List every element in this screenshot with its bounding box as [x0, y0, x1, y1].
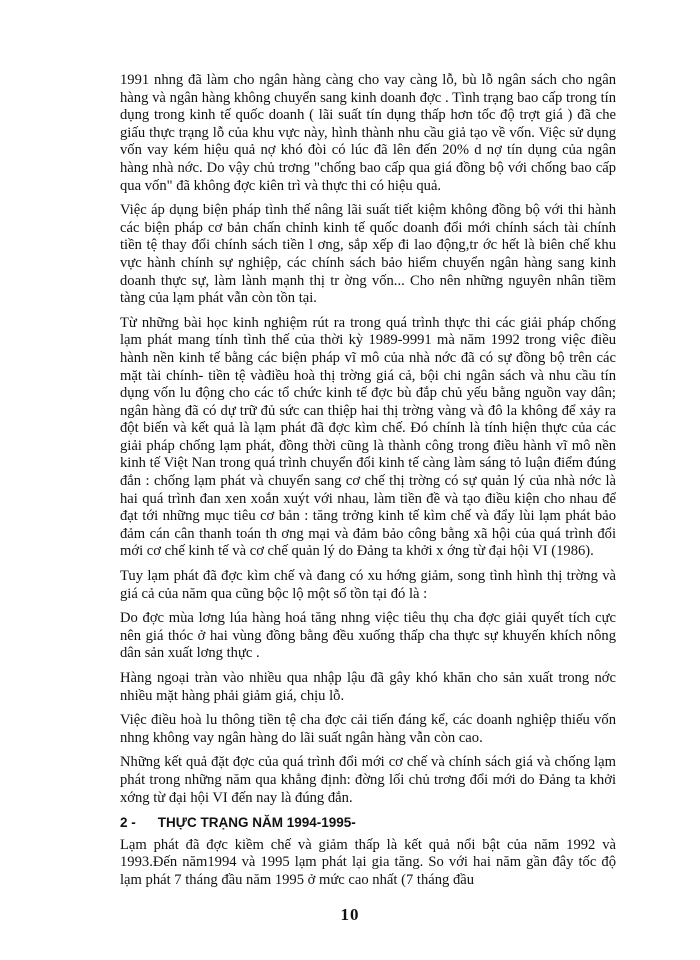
section-number: 2 -: [120, 815, 136, 831]
paragraph-final: Lạm phát đã đợc kiềm chế và giảm thấp là kết quả nổi bật của năm 1992 và 1993.Đến năm1994 và 1995 lạm phát lại gia tăng. So với hai năm gần đây tốc độ lạm phát 7 tháng đầu năm 1995 ở mức cao nhất (7 tháng đầu: [120, 836, 616, 888]
page-number: 10: [340, 905, 360, 924]
paragraph-4: Tuy lạm phát đã đợc kìm chế và đang có xu hớng giảm, song tình hình thị trờng và giá cả của năm qua cũng bộc lộ một số tồn tại đó là :: [120, 568, 616, 602]
section-title: THỰC TRẠNG NĂM 1994-1995-: [157, 815, 356, 831]
paragraph-7: Việc điều hoà lu thông tiền tệ cha đợc cải tiến đáng kể, các doanh nghiệp thiếu vốn nhng không vay ngân hàng do lãi suất ngân hàng vẫn còn cao.: [120, 712, 616, 746]
section-heading: [120, 814, 616, 832]
paragraph-6: Hàng ngoại tràn vào nhiều qua nhập lậu đã gây khó khăn cho sản xuất trong nớc nhiều mặt hàng phải giảm giá, chịu lỗ.: [120, 670, 616, 704]
paragraph-2: Việc áp dụng biện pháp tình thế nâng lãi suất tiết kiệm không đồng bộ với thi hành các biện pháp cơ bản chấn chỉnh kinh tế quốc doanh đổi mới chính sách tài chính tiền tệ thay đổi chính sách tiền l ơng, sắp xếp đi lao động,tr ớc hết là biên chế khu vực hành chính sự nghiệp, các chính sách bảo hiểm chuyển ngân hàng sang kinh doanh thực sự, làm lành mạnh thị tr ờng vốn... Cho nên những nguyên nhân tiềm tàng của lạm phát vẫn còn tồn tại.: [120, 202, 616, 307]
paragraph-8: Những kết quả đặt đợc của quá trình đổi mới cơ chế và chính sách giá và chống lạm phát trong những năm qua khẳng định: đờng lối chủ trơng đổi mới do Đảng ta khởi xớng từ đại hội VI đến nay là đúng đắn.: [120, 754, 616, 806]
paragraph-1: 1991 nhng đã làm cho ngân hàng càng cho vay càng lỗ, bù lỗ ngân sách cho ngân hàng và ngân hàng không chuyển sang kinh doanh đợc . Tình trạng bao cấp trong tín dụng trong kinh tế quốc doanh ( lãi suất tín dụng thấp hơn tốc độ trợt giá ) đã che giấu thực trạng lỗ của khu vực này, hình thành nhu cầu giả tạo về vốn. Việc sử dụng vốn vay kém hiệu quả nợ khó đòi có lúc đã lên đến 20% d nợ tín dụng của ngân hàng nhà nớc. Do vậy chủ trơng "chống bao cấp qua giá đồng bộ với chống bao cấp qua vốn" đã không đợc kiên trì và thực thi có hiệu quả.: [120, 72, 616, 194]
paragraph-3: Từ những bài học kinh nghiệm rút ra trong quá trình thực thi các giải pháp chống lạm phát mang tính tình thế của thời kỳ 1989-9991 mà năm 1992 trong việc điều hành nền kinh tế bằng các biện pháp vĩ mô của nhà nớc đã có sự đồng bộ trên các mặt tài chính- tiền tệ vàđiều hoà thị trờng giá cả, bội chi ngân sách và nhu cầu tín dụng vốn lu động cho các tổ chức kinh tế đợc bù đắp chủ yếu bằng nguồn vay dân; ngân hàng đã có dự trữ đủ sức can thiệp hai thị trờng vàng và đô la không để xảy ra đột biến và kết quả là lạm phát đã đợc kìm chế. Đó chính là tính hiện thực của các giải pháp chống lạm phát, đồng thời cũng là thành công trong điều hành vĩ mô nền kinh tế Việt Nan trong quá trình chuyển đổi kinh tế càng làm sáng tỏ luận điểm đúng đắn : chống lạm phát và chuyển sang cơ chế thị trờng có sự quản lý của nhà nớc là hai quá trình đan xen xoắn xuýt với nhau, làm tiền đề và tạo điều kiện cho nhau để đạt tới những mục tiêu cơ bản : tăng trởng kinh tế kìm chế và đẩy lùi lạm phát bảo đảm cán cân thanh toán th ơng mại và đảm bảo công bằng xã hội của quá trình đổi mới cơ chế kinh tế và cơ chế quản lý do Đảng ta khởi x ớng từ đại hội VI (1986).: [120, 314, 616, 560]
paragraph-5: Do đợc mùa lơng lúa hàng hoá tăng nhng việc tiêu thụ cha đợc giải quyết tích cực nên giá thóc ở hai vùng đồng bằng đều xuống thấp cha thực sự khuyến khích nông dân sản xuất lơng thực .: [120, 610, 616, 662]
